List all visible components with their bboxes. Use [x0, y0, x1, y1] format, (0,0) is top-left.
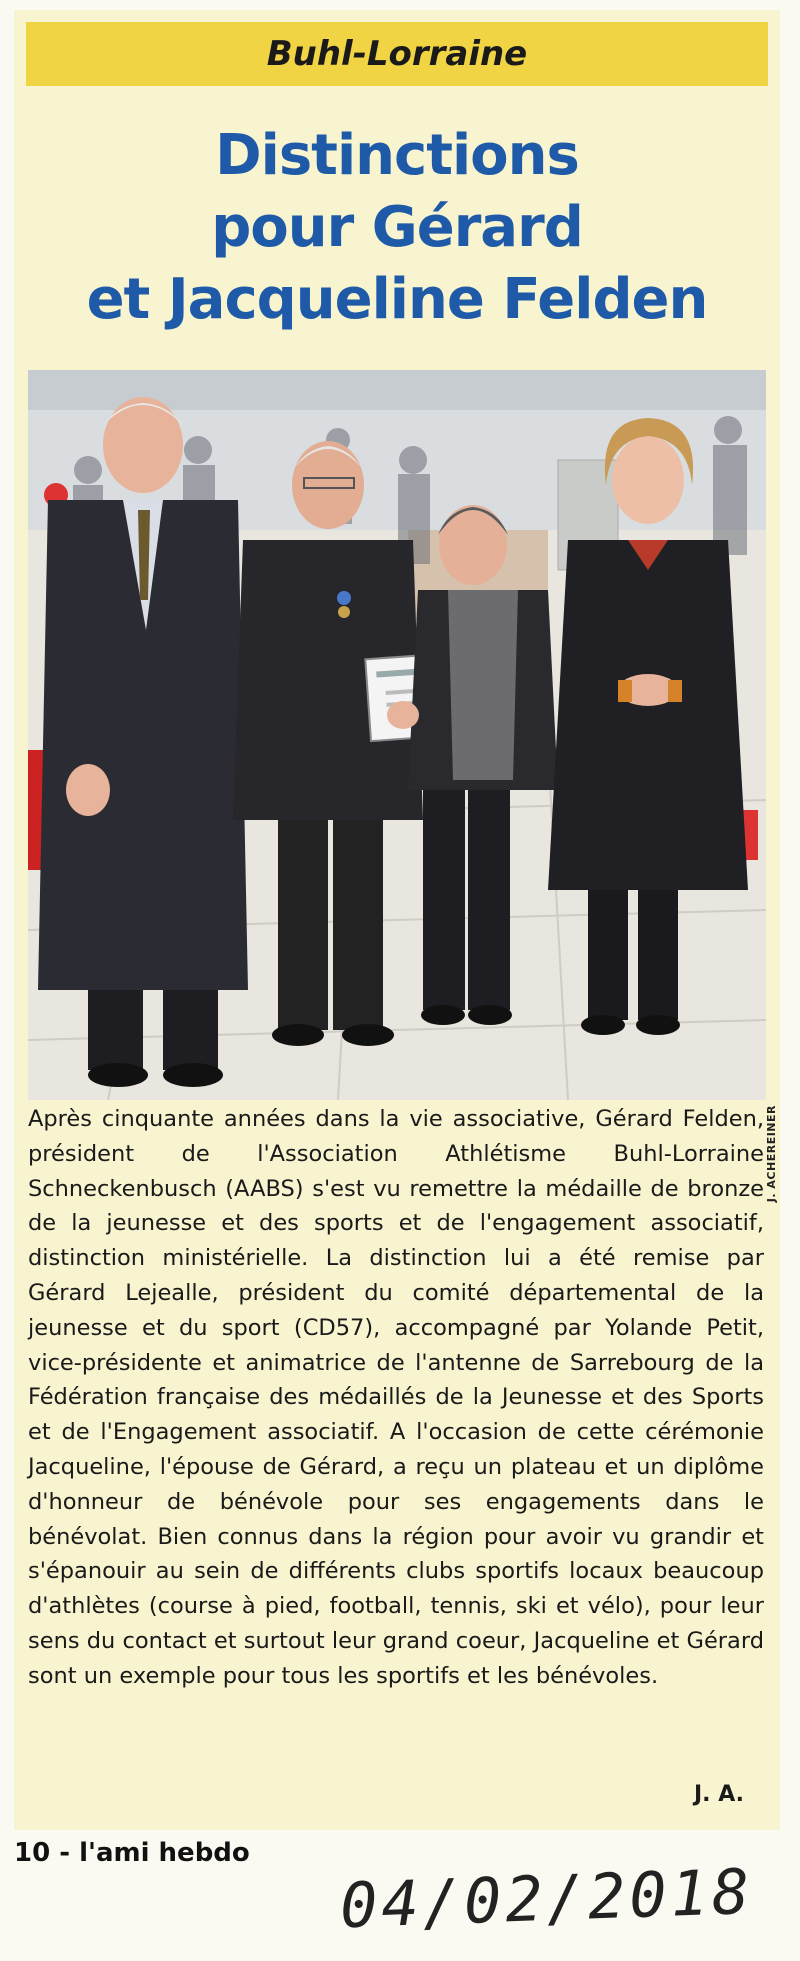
headline: [14, 120, 780, 336]
headline-line-2: pour Gérard: [211, 195, 583, 260]
article-photo: [28, 370, 766, 1100]
person-1: [38, 397, 248, 1087]
newspaper-clipping: [14, 10, 780, 1830]
page-footer: 10 - l'ami hebdo: [14, 1838, 250, 1868]
photo-illustration: [28, 370, 766, 1100]
handwritten-date: 04/02/2018: [338, 1854, 755, 1943]
article-body: Après cinquante années dans la vie associative, Gérard Felden, président de l'Association Athlétisme Buhl-Lorraine Schneckenbusch (AABS) s'est vu remettre la médaille de bronze de la jeunesse et des sports et de l'engagement associatif, distinction ministérielle. La distinction lui a été remise par Gérard Lejealle, président du comité départemental de la jeunesse et du sport (CD57), accompagné par Yolande Petit, vice-présidente et animatrice de l'antenne de Sarrebourg de la Fédération française des médaillés de la Jeunesse et des Sports et de l'Engagement associatif. A l'occasion de cette cérémonie Jacqueline, l'épouse de Gérard, a reçu un plateau et un diplôme d'honneur de bénévole pour ses engagements dans le bénévolat. Bien connus dans la région pour avoir vu grandir et s'épanouir au sein de différents clubs sportifs locaux beaucoup d'athlètes (course à pied, football, tennis, ski et vélo), pour leur sens du contact et surtout leur grand coeur, Jacqueline et Gérard sont un exemple pour tous les sportifs et les bénévoles.: [28, 1106, 764, 1689]
author-signature: J. A.: [694, 1782, 744, 1807]
section-title: Buhl-Lorraine: [266, 34, 528, 74]
headline-line-3: et Jacqueline Felden: [86, 267, 708, 332]
photo-credit: J. ACHEREINER: [765, 1105, 778, 1203]
headline-line-1: Distinctions: [215, 123, 579, 188]
section-banner: [26, 22, 768, 86]
